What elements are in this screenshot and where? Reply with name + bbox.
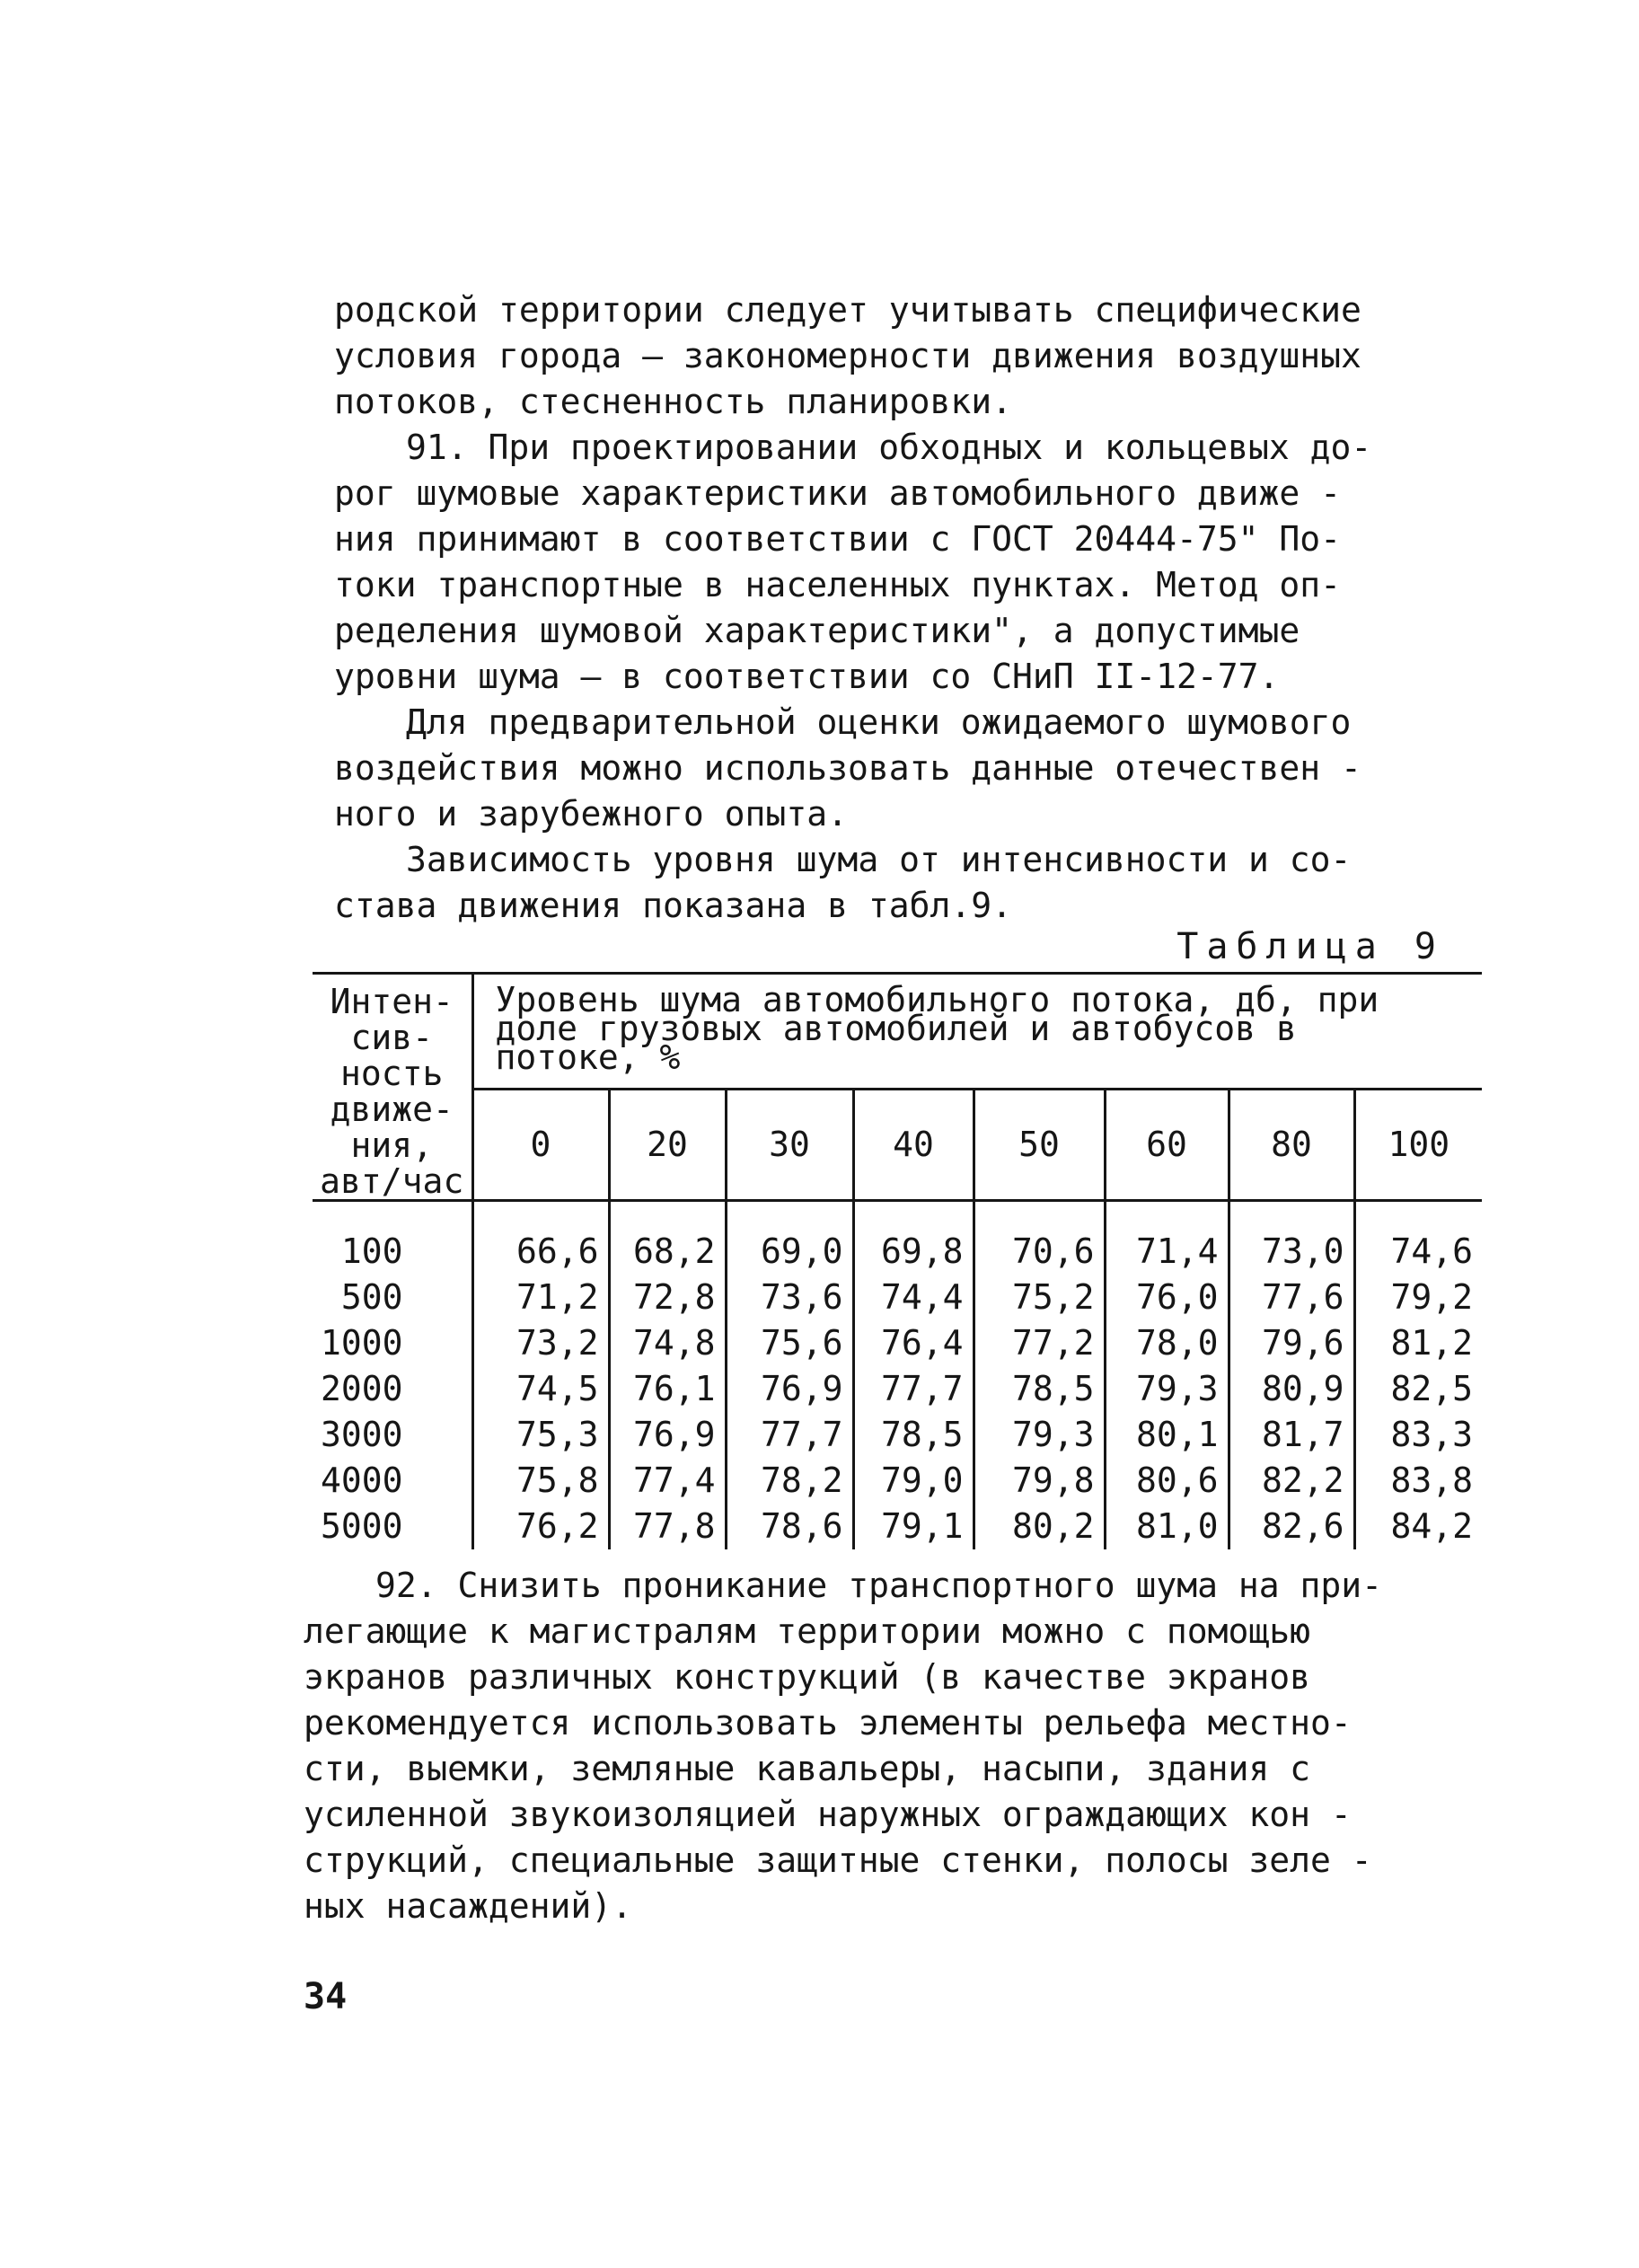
table-cell: 77,8 bbox=[609, 1504, 726, 1549]
table-cell: 79,2 bbox=[1390, 1277, 1474, 1317]
text-line: 91. При проектировании обходных и кольцевых до- bbox=[406, 428, 1372, 467]
table-cell: 74,4 bbox=[853, 1275, 974, 1320]
column-header: 20 bbox=[609, 1089, 726, 1200]
table-cell: 79,8 bbox=[974, 1458, 1105, 1504]
table-cell: 80,9 bbox=[1229, 1366, 1354, 1412]
table-cell: 82,2 bbox=[1229, 1458, 1354, 1504]
column-header: 60 bbox=[1105, 1089, 1229, 1200]
column-header: 0 bbox=[472, 1089, 609, 1200]
row-label: 2000 bbox=[313, 1366, 472, 1412]
table-cell: 72,8 bbox=[609, 1275, 726, 1320]
text-line: уровни шума – в соответствии со СНиП II-12-77. bbox=[334, 657, 1280, 696]
table-cell: 74,8 bbox=[609, 1320, 726, 1366]
stub-header-line: ния, bbox=[350, 1125, 433, 1165]
row-label: 4000 bbox=[313, 1458, 472, 1504]
table-cell: 78,6 bbox=[726, 1504, 853, 1549]
table-cell: 79,3 bbox=[1105, 1366, 1229, 1412]
table-cell: 80,1 bbox=[1105, 1412, 1229, 1458]
table-cell: 76,9 bbox=[609, 1412, 726, 1458]
text-line: рекомендуется использовать элементы рельефа местно- bbox=[304, 1703, 1352, 1743]
text-line: ния принимают в соответствии с ГОСТ 20444-75" По- bbox=[334, 519, 1342, 559]
column-header: 40 bbox=[853, 1089, 974, 1200]
table-cell: 73,2 bbox=[472, 1320, 609, 1366]
table-cell: 77,6 bbox=[1229, 1275, 1354, 1320]
table-row bbox=[313, 1504, 1482, 1549]
table-cell: 74,5 bbox=[472, 1366, 609, 1412]
table-cell: 81,7 bbox=[1229, 1412, 1354, 1458]
table-cell: 78,0 bbox=[1105, 1320, 1229, 1366]
stub-header-line: Интен- bbox=[330, 982, 454, 1021]
text-line: ных насаждений). bbox=[304, 1886, 633, 1926]
table-cell: 73,0 bbox=[1229, 1201, 1354, 1275]
table-cell: 71,4 bbox=[1105, 1201, 1229, 1275]
table-cell: 75,2 bbox=[974, 1275, 1105, 1320]
text-line: Для предварительной оценки ожидаемого шумового bbox=[406, 702, 1352, 742]
body-text-top bbox=[334, 287, 1502, 929]
table-cell: 69,8 bbox=[853, 1201, 974, 1275]
stub-header-line: движе- bbox=[330, 1090, 454, 1129]
table-cell: 77,2 bbox=[974, 1320, 1105, 1366]
table-cell: 76,1 bbox=[609, 1366, 726, 1412]
body-text-bottom bbox=[304, 1563, 1471, 1929]
text-line: экранов различных конструкций (в качестве экранов bbox=[304, 1657, 1311, 1697]
table-cell: 79,0 bbox=[853, 1458, 974, 1504]
table-cell: 78,5 bbox=[853, 1412, 974, 1458]
text-line: воздействия можно использовать данные отечествен - bbox=[334, 748, 1361, 788]
text-line: родской территории следует учитывать специфические bbox=[334, 290, 1361, 330]
table-cell: 79,1 bbox=[853, 1504, 974, 1549]
table-cell: 69,0 bbox=[726, 1201, 853, 1275]
group-header-line: Уровень шума автомобильного потока, дб, при bbox=[495, 980, 1379, 1019]
table-cell: 80,2 bbox=[974, 1504, 1105, 1549]
table-cell: 77,4 bbox=[609, 1458, 726, 1504]
text-line: става движения показана в табл.9. bbox=[334, 886, 1012, 925]
table-cell: 71,2 bbox=[472, 1275, 609, 1320]
table-cell: 70,6 bbox=[974, 1201, 1105, 1275]
table-cell: 78,5 bbox=[974, 1366, 1105, 1412]
text-line: струкций, специальные защитные стенки, полосы зеле - bbox=[304, 1840, 1372, 1880]
column-header: 30 bbox=[726, 1089, 853, 1200]
group-header bbox=[472, 974, 1482, 1090]
text-line: ределения шумовой характеристики", а допустимые bbox=[334, 611, 1300, 650]
table-cell: 83,3 bbox=[1390, 1415, 1474, 1454]
group-header-line: доле грузовых автомобилей и автобусов в bbox=[495, 1009, 1297, 1048]
column-header-row bbox=[313, 1089, 1482, 1200]
table-title: Таблица 9 bbox=[1176, 926, 1444, 967]
table-cell: 66,6 bbox=[472, 1201, 609, 1275]
noise-level-table bbox=[313, 972, 1482, 1549]
table-row bbox=[313, 1201, 1482, 1275]
table-row bbox=[313, 1412, 1482, 1458]
table-body bbox=[313, 1201, 1482, 1550]
table-cell: 75,6 bbox=[726, 1320, 853, 1366]
table-row bbox=[313, 1366, 1482, 1412]
table-cell: 76,4 bbox=[853, 1320, 974, 1366]
table-cell: 76,9 bbox=[726, 1366, 853, 1412]
column-header: 80 bbox=[1229, 1089, 1354, 1200]
table-row bbox=[313, 1320, 1482, 1366]
row-label: 1000 bbox=[313, 1320, 472, 1366]
table-cell: 77,7 bbox=[853, 1366, 974, 1412]
column-header: 50 bbox=[974, 1089, 1105, 1200]
table-cell: 68,2 bbox=[609, 1201, 726, 1275]
table-cell: 81,2 bbox=[1390, 1323, 1474, 1363]
table-cell: 78,2 bbox=[726, 1458, 853, 1504]
stub-header bbox=[313, 974, 472, 1201]
text-line: усиленной звукоизоляцией наружных ограждающих кон - bbox=[304, 1795, 1352, 1834]
row-label: 5000 bbox=[313, 1504, 472, 1549]
table-cell: 79,6 bbox=[1229, 1320, 1354, 1366]
table-cell: 75,8 bbox=[472, 1458, 609, 1504]
text-line: ного и зарубежного опыта. bbox=[334, 794, 848, 834]
text-line: токи транспортные в населенных пунктах. Метод оп- bbox=[334, 565, 1342, 605]
stub-header-line: ность bbox=[340, 1054, 444, 1093]
row-label: 100 bbox=[313, 1201, 472, 1275]
table-cell: 73,6 bbox=[726, 1275, 853, 1320]
table-row bbox=[313, 1458, 1482, 1504]
stub-header-line: сив- bbox=[350, 1018, 433, 1057]
table-cell: 82,5 bbox=[1390, 1369, 1474, 1408]
row-label: 3000 bbox=[313, 1412, 472, 1458]
stub-header-line: авт/час bbox=[320, 1161, 464, 1201]
text-line: потоков, стесненность планировки. bbox=[334, 382, 1012, 421]
table-row bbox=[313, 1275, 1482, 1320]
table-cell: 77,7 bbox=[726, 1412, 853, 1458]
text-line: сти, выемки, земляные кавальеры, насыпи, здания с bbox=[304, 1749, 1311, 1788]
table-cell: 79,3 bbox=[974, 1412, 1105, 1458]
table-cell: 81,0 bbox=[1105, 1504, 1229, 1549]
table-cell: 80,6 bbox=[1105, 1458, 1229, 1504]
text-line: Зависимость уровня шума от интенсивности и со- bbox=[406, 840, 1352, 879]
row-label: 500 bbox=[313, 1275, 472, 1320]
column-header: 100 bbox=[1354, 1089, 1482, 1200]
table-cell: 83,8 bbox=[1390, 1461, 1474, 1500]
table-cell: 76,0 bbox=[1105, 1275, 1229, 1320]
table-cell: 74,6 bbox=[1390, 1231, 1474, 1271]
table-cell: 84,2 bbox=[1390, 1506, 1474, 1546]
page-number: 34 bbox=[304, 1976, 348, 2017]
text-line: рог шумовые характеристики автомобильного движе - bbox=[334, 473, 1342, 513]
table-cell: 82,6 bbox=[1229, 1504, 1354, 1549]
group-header-line: потоке, % bbox=[495, 1037, 681, 1077]
table-cell: 76,2 bbox=[472, 1504, 609, 1549]
text-line: условия города – закономерности движения воздушных bbox=[334, 336, 1361, 375]
table-cell: 75,3 bbox=[472, 1412, 609, 1458]
text-line: 92. Снизить проникание транспортного шума на при- bbox=[375, 1566, 1383, 1605]
text-line: легающие к магистралям территории можно с помощью bbox=[304, 1611, 1311, 1651]
